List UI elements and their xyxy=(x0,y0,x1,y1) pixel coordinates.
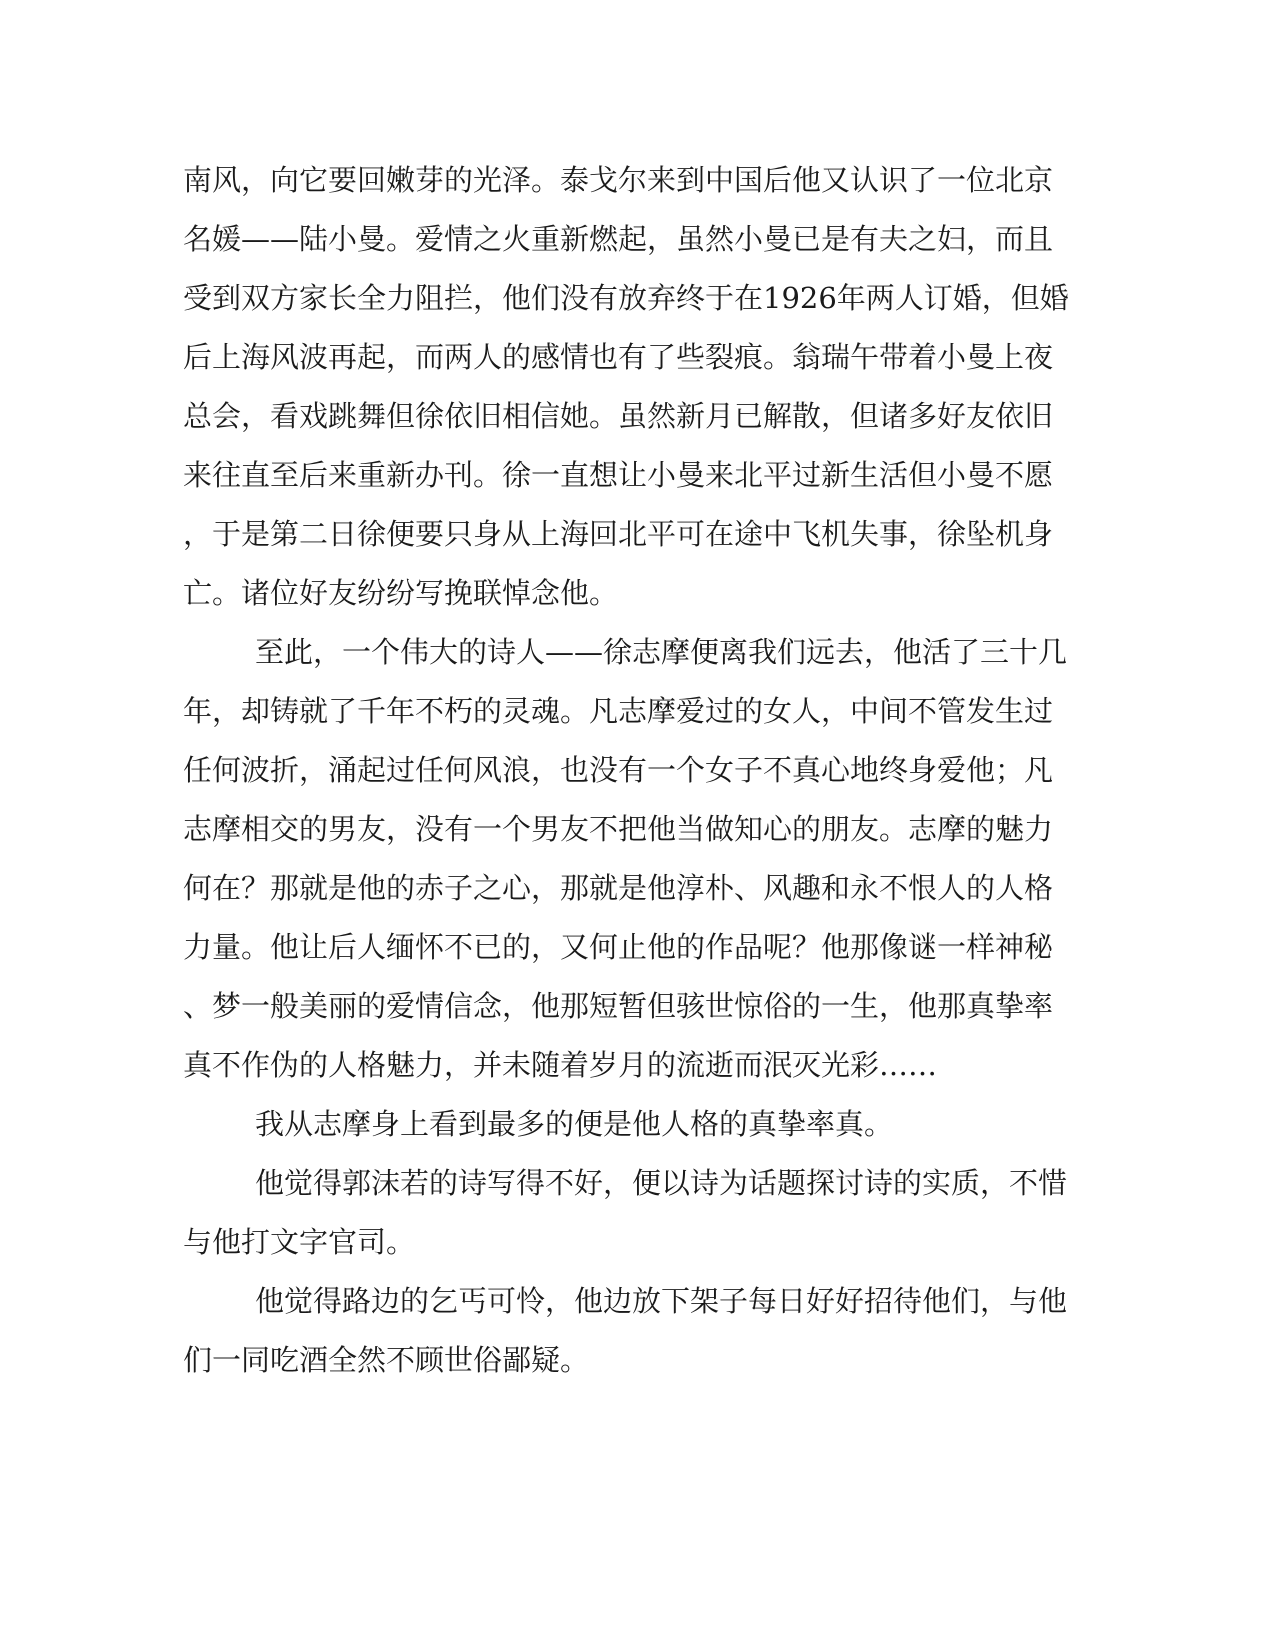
text-line-3: 受到双方家长全力阻拦，他们没有放弃终于在1926年两人订婚，但婚 xyxy=(183,281,1069,315)
text-line-13: 何在？那就是他的赤子之心，那就是他淳朴、风趣和永不恨人的人格 xyxy=(183,871,1054,905)
text-line-19: 与他打文字官司。 xyxy=(183,1225,416,1259)
text-line-15: 、梦一般美丽的爱情信念，他那短暂但骇世惊俗的一生，他那真挚率 xyxy=(183,989,1054,1023)
text-line-5: 总会，看戏跳舞但徐依旧相信她。虽然新月已解散，但诸多好友依旧 xyxy=(183,399,1054,433)
text-line-14: 力量。他让后人缅怀不已的，又何止他的作品呢？他那像谜一样神秘 xyxy=(183,930,1054,964)
text-line-8: 亡。诸位好友纷纷写挽联悼念他。 xyxy=(183,576,619,610)
text-line-2: 名媛——陆小曼。爱情之火重新燃起，虽然小曼已是有夫之妇，而且 xyxy=(183,222,1054,256)
text-line-21: 们一同吃酒全然不顾世俗鄙疑。 xyxy=(183,1343,590,1377)
text-line-6: 来往直至后来重新办刊。徐一直想让小曼来北平过新生活但小曼不愿 xyxy=(183,458,1054,492)
paragraph-start-line: 至此，一个伟大的诗人——徐志摩便离我们远去，他活了三十几 xyxy=(255,635,1068,669)
text-line-4: 后上海风波再起，而两人的感情也有了些裂痕。翁瑞午带着小曼上夜 xyxy=(183,340,1054,374)
paragraph-start-line: 他觉得路边的乞丐可怜，他边放下架子每日好好招待他们，与他 xyxy=(255,1284,1068,1318)
text-line-11: 任何波折，涌起过任何风浪，也没有一个女子不真心地终身爱他；凡 xyxy=(183,753,1054,787)
text-line-7: ，于是第二日徐便要只身从上海回北平可在途中飞机失事，徐坠机身 xyxy=(183,517,1054,551)
text-line-12: 志摩相交的男友，没有一个男友不把他当做知心的朋友。志摩的魅力 xyxy=(183,812,1054,846)
text-line-1: 南风，向它要回嫩芽的光泽。泰戈尔来到中国后他又认识了一位北京 xyxy=(183,163,1054,197)
text-line-16: 真不作伪的人格魅力，并未随着岁月的流逝而泯灭光彩…… xyxy=(183,1048,938,1082)
paragraph-start-line: 我从志摩身上看到最多的便是他人格的真挚率真。 xyxy=(255,1107,894,1141)
paragraph-start-line: 他觉得郭沫若的诗写得不好，便以诗为话题探讨诗的实质，不惜 xyxy=(255,1166,1068,1200)
text-line-10: 年，却铸就了千年不朽的灵魂。凡志摩爱过的女人，中间不管发生过 xyxy=(183,694,1054,728)
